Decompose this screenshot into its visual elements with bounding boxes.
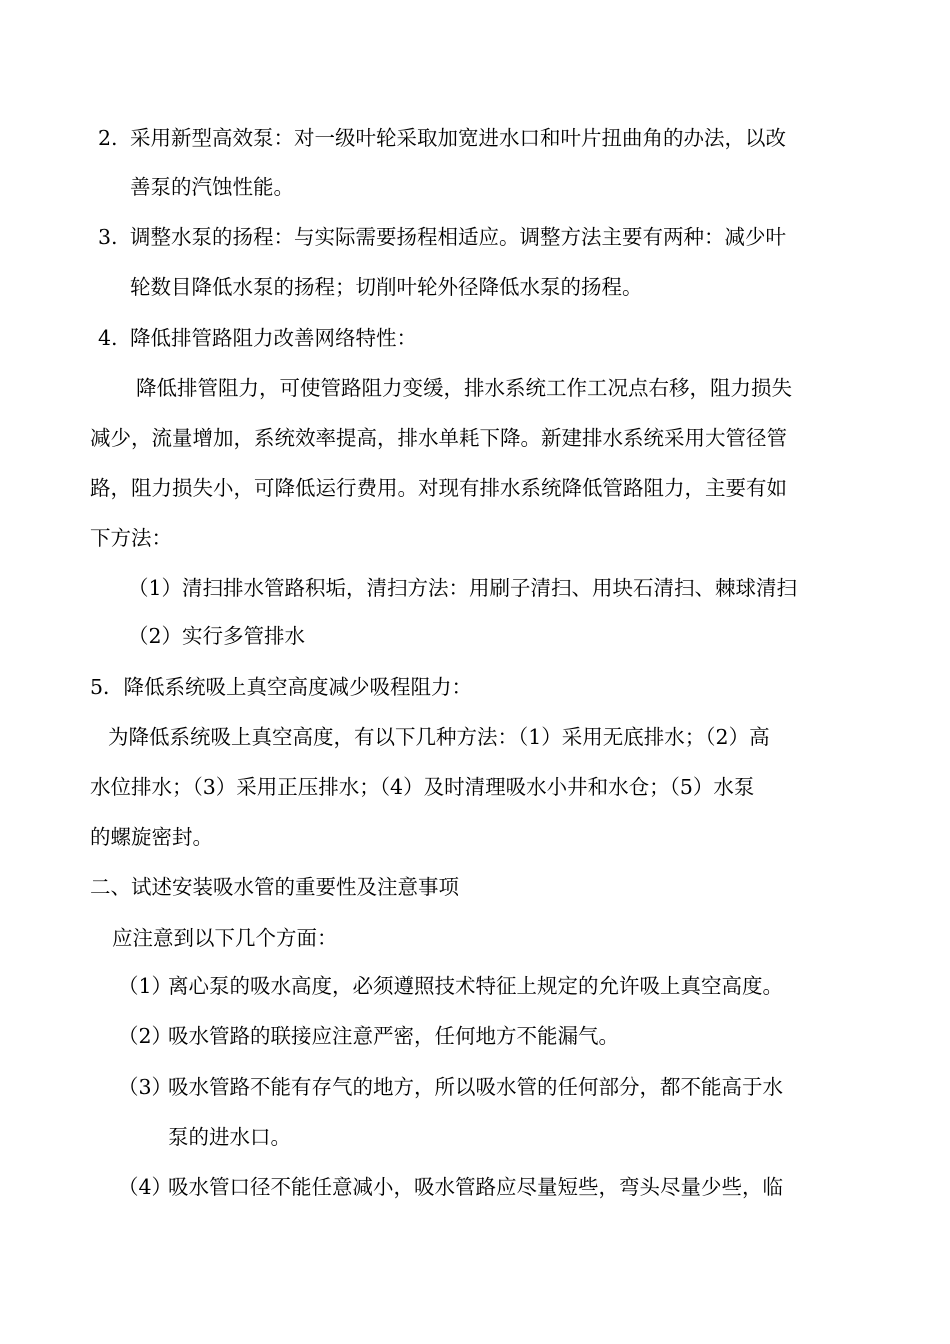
item-number: 4.: [98, 326, 118, 350]
paragraph-line: 为降低系统吸上真空高度，有以下几种方法：（1）采用无底排水；（2）高: [108, 725, 770, 749]
item-text-line: 采用新型高效泵：对一级叶轮采取加宽进水口和叶片扭曲角的办法，以改: [130, 126, 786, 150]
list-number: （2）: [118, 1024, 173, 1048]
item-text-line: 善泵的汽蚀性能。: [130, 175, 294, 199]
list-text-line: 吸水管路的联接应注意严密，任何地方不能漏气。: [168, 1024, 619, 1048]
sub-list-item: （1）清扫排水管路积垢，清扫方法：用刷子清扫、用块石清扫、棘球清扫: [128, 576, 798, 600]
sub-list-item: （2）实行多管排水: [128, 624, 306, 648]
paragraph-line: 水位排水；（3）采用正压排水；（4）及时清理吸水小井和水仓；（5）水泵: [90, 775, 755, 799]
paragraph-line: 下方法：: [90, 526, 172, 550]
item-number: 3.: [98, 225, 118, 249]
paragraph-line: 减少，流量增加，系统效率提高，排水单耗下降。新建排水系统采用大管径管: [90, 426, 787, 450]
item-text-line: 轮数目降低水泵的扬程；切削叶轮外径降低水泵的扬程。: [130, 275, 643, 299]
section-intro: 应注意到以下几个方面：: [112, 926, 338, 950]
item-text-line: 降低排管路阻力改善网络特性：: [130, 326, 417, 350]
paragraph-line: 的螺旋密封。: [90, 825, 213, 849]
item-text-line: 调整水泵的扬程：与实际需要扬程相适应。调整方法主要有两种：减少叶: [130, 225, 786, 249]
list-text-line: 泵的进水口。: [168, 1125, 291, 1149]
section-title: 二、试述安装吸水管的重要性及注意事项: [90, 875, 459, 899]
paragraph-line: 路，阻力损失小，可降低运行费用。对现有排水系统降低管路阻力，主要有如: [90, 476, 787, 500]
list-text-line: 离心泵的吸水高度，必须遵照技术特征上规定的允许吸上真空高度。: [168, 974, 783, 998]
list-number: （3）: [118, 1075, 173, 1099]
list-text-line: 吸水管路不能有存气的地方，所以吸水管的任何部分，都不能高于水: [168, 1075, 783, 1099]
item-heading: 5．降低系统吸上真空高度减少吸程阻力：: [90, 675, 473, 699]
list-number: （1）: [118, 974, 173, 998]
list-number: （4）: [118, 1175, 173, 1199]
list-text-line: 吸水管口径不能任意减小，吸水管路应尽量短些，弯头尽量少些，临: [168, 1175, 783, 1199]
paragraph-line: 降低排管阻力，可使管路阻力变缓，排水系统工作工况点右移，阻力损失: [136, 376, 792, 400]
item-number: 2.: [98, 126, 118, 150]
